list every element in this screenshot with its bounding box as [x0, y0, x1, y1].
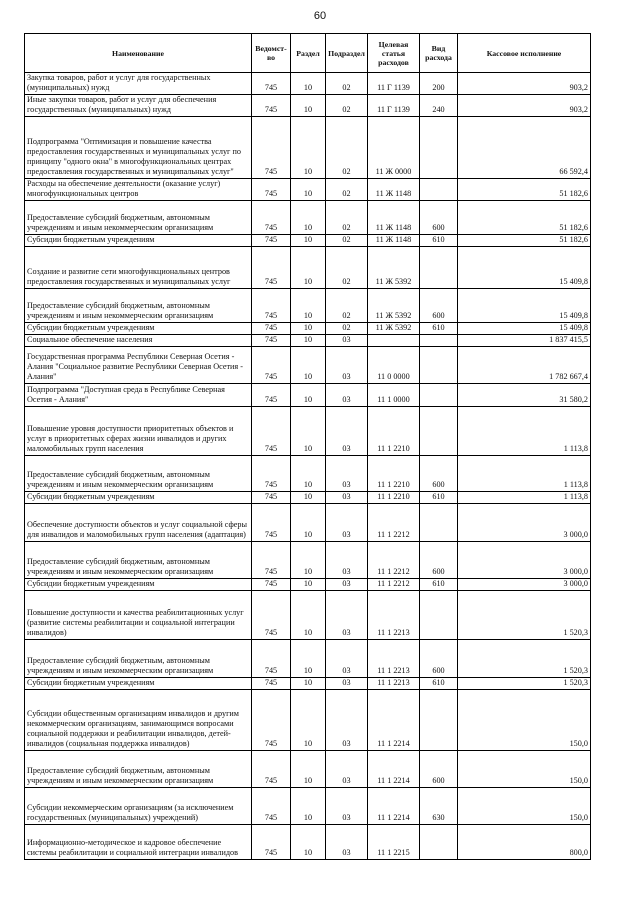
row-target: 11 1 2214 [368, 788, 420, 825]
row-vid: 610 [420, 235, 458, 247]
table-body [25, 73, 591, 860]
row-amount: 800,0 [458, 825, 591, 860]
row-vid [420, 591, 458, 640]
row-vedomstvo: 745 [252, 347, 291, 384]
row-vedomstvo: 745 [252, 825, 291, 860]
row-target: 11 1 0000 [368, 384, 420, 407]
row-name: Информационно-методическое и кадровое обеспечение системы реабилитации и социальной интеграции инвалидов [25, 825, 252, 860]
header-razdel: Раздел [291, 34, 326, 73]
row-podrazdel: 03 [326, 788, 368, 825]
row-razdel: 10 [291, 788, 326, 825]
row-amount: 1 520,3 [458, 678, 591, 690]
table-row [25, 335, 591, 347]
row-razdel: 10 [291, 384, 326, 407]
row-razdel: 10 [291, 95, 326, 117]
row-vedomstvo: 745 [252, 407, 291, 456]
row-name: Предоставление субсидий бюджетным, автономным учреждениям и иным некоммерческим организациям [25, 289, 252, 323]
table-row [25, 201, 591, 235]
row-podrazdel: 03 [326, 347, 368, 384]
row-podrazdel: 02 [326, 235, 368, 247]
row-name: Подпрограмма "Доступная среда в Республике Северная Осетия - Алания" [25, 384, 252, 407]
row-vedomstvo: 745 [252, 247, 291, 289]
row-target: 11 0 0000 [368, 347, 420, 384]
row-target: 11 1 2210 [368, 456, 420, 492]
row-razdel: 10 [291, 456, 326, 492]
row-podrazdel: 03 [326, 456, 368, 492]
row-podrazdel: 03 [326, 407, 368, 456]
row-amount: 3 000,0 [458, 542, 591, 579]
table-row [25, 456, 591, 492]
row-vedomstvo: 745 [252, 751, 291, 788]
row-podrazdel: 03 [326, 335, 368, 347]
table-row [25, 504, 591, 542]
row-razdel: 10 [291, 117, 326, 179]
row-amount: 150,0 [458, 751, 591, 788]
row-target: 11 1 2212 [368, 579, 420, 591]
row-vid: 240 [420, 95, 458, 117]
row-amount: 1 520,3 [458, 591, 591, 640]
row-vedomstvo: 745 [252, 95, 291, 117]
row-vedomstvo: 745 [252, 289, 291, 323]
row-amount: 903,2 [458, 95, 591, 117]
table-row [25, 690, 591, 751]
row-razdel: 10 [291, 579, 326, 591]
row-vedomstvo: 745 [252, 640, 291, 678]
row-vedomstvo: 745 [252, 335, 291, 347]
row-target: 11 Г 1139 [368, 95, 420, 117]
row-podrazdel: 03 [326, 384, 368, 407]
row-name: Предоставление субсидий бюджетным, автономным учреждениям и иным некоммерческим организациям [25, 640, 252, 678]
row-razdel: 10 [291, 335, 326, 347]
row-amount: 3 000,0 [458, 579, 591, 591]
row-vedomstvo: 745 [252, 117, 291, 179]
row-razdel: 10 [291, 825, 326, 860]
row-vid: 630 [420, 788, 458, 825]
row-podrazdel: 02 [326, 201, 368, 235]
row-name: Субсидии бюджетным учреждениям [25, 492, 252, 504]
row-podrazdel: 03 [326, 542, 368, 579]
header-vid: Вид расхода [420, 34, 458, 73]
row-target: 11 1 2214 [368, 690, 420, 751]
row-vid: 600 [420, 640, 458, 678]
row-target: 11 1 2213 [368, 678, 420, 690]
row-target: 11 Ж 5392 [368, 247, 420, 289]
row-target: 11 Г 1139 [368, 73, 420, 95]
table-row [25, 678, 591, 690]
row-name: Субсидии бюджетным учреждениям [25, 678, 252, 690]
row-name: Государственная программа Республики Северная Осетия - Алания "Социальное развитие Республики Северная Осетия - Алания" [25, 347, 252, 384]
row-amount: 150,0 [458, 788, 591, 825]
row-name: Повышение доступности и качества реабилитационных услуг (развитие системы реабилитации и социальной интеграции инвалидов) [25, 591, 252, 640]
table-row [25, 73, 591, 95]
row-amount: 15 409,8 [458, 289, 591, 323]
row-name: Обеспечение доступности объектов и услуг социальной сферы для инвалидов и маломобильных групп населения (адаптация) [25, 504, 252, 542]
row-amount: 1 837 415,5 [458, 335, 591, 347]
row-name: Повышение уровня доступности приоритетных объектов и услуг в приоритетных сферах жизни инвалидов и других маломобильных групп населения [25, 407, 252, 456]
row-razdel: 10 [291, 247, 326, 289]
row-name: Субсидии некоммерческим организациям (за исключением государственных (муниципальных) учреждений) [25, 788, 252, 825]
row-amount: 1 520,3 [458, 640, 591, 678]
header-target: Целевая статья расходов [368, 34, 420, 73]
row-podrazdel: 03 [326, 579, 368, 591]
row-target: 11 1 2210 [368, 407, 420, 456]
row-podrazdel: 02 [326, 95, 368, 117]
row-razdel: 10 [291, 690, 326, 751]
row-vedomstvo: 745 [252, 678, 291, 690]
row-amount: 1 113,8 [458, 456, 591, 492]
table-row [25, 492, 591, 504]
row-vid: 200 [420, 73, 458, 95]
table-row [25, 95, 591, 117]
row-razdel: 10 [291, 504, 326, 542]
row-target: 11 1 2212 [368, 504, 420, 542]
row-target: 11 1 2212 [368, 542, 420, 579]
row-podrazdel: 03 [326, 678, 368, 690]
row-vid: 600 [420, 289, 458, 323]
table-row [25, 289, 591, 323]
row-name: Субсидии общественным организациям инвалидов и другим некоммерческим организациям, занимающимся вопросами социальной поддержки и реабилитации инвалидов, детей-инвалидов (социальная поддержка инвалидов) [25, 690, 252, 751]
row-name: Субсидии бюджетным учреждениям [25, 235, 252, 247]
table-row [25, 579, 591, 591]
row-razdel: 10 [291, 492, 326, 504]
row-vid [420, 117, 458, 179]
table-row [25, 347, 591, 384]
row-target: 11 1 2213 [368, 640, 420, 678]
row-vedomstvo: 745 [252, 690, 291, 751]
row-vid [420, 347, 458, 384]
row-razdel: 10 [291, 235, 326, 247]
row-vedomstvo: 745 [252, 179, 291, 201]
row-podrazdel: 03 [326, 825, 368, 860]
row-target: 11 Ж 5392 [368, 289, 420, 323]
table-row [25, 179, 591, 201]
row-target: 11 Ж 1148 [368, 235, 420, 247]
row-target [368, 335, 420, 347]
row-vid [420, 407, 458, 456]
page-number: 60 [313, 10, 327, 22]
row-vedomstvo: 745 [252, 384, 291, 407]
row-vedomstvo: 745 [252, 201, 291, 235]
row-amount: 51 182,6 [458, 201, 591, 235]
row-vid: 610 [420, 323, 458, 335]
row-vedomstvo: 745 [252, 73, 291, 95]
row-name: Иные закупки товаров, работ и услуг для обеспечения государственных (муниципальных) нужд [25, 95, 252, 117]
row-podrazdel: 03 [326, 492, 368, 504]
row-target: 11 1 2213 [368, 591, 420, 640]
row-target: 11 Ж 0000 [368, 117, 420, 179]
row-vedomstvo: 745 [252, 235, 291, 247]
header-vedomstvo: Ведомст-во [252, 34, 291, 73]
row-target: 11 1 2215 [368, 825, 420, 860]
header-name: Наименование [25, 34, 252, 73]
table-row [25, 235, 591, 247]
row-razdel: 10 [291, 591, 326, 640]
row-razdel: 10 [291, 542, 326, 579]
row-name: Создание и развитие сети многофункциональных центров предоставления государственных и муниципальных услуг [25, 247, 252, 289]
table-row [25, 247, 591, 289]
row-razdel: 10 [291, 289, 326, 323]
row-razdel: 10 [291, 751, 326, 788]
row-vedomstvo: 745 [252, 323, 291, 335]
row-amount: 31 580,2 [458, 384, 591, 407]
row-name: Социальное обеспечение населения [25, 335, 252, 347]
row-razdel: 10 [291, 73, 326, 95]
row-podrazdel: 03 [326, 640, 368, 678]
row-vid: 610 [420, 678, 458, 690]
row-amount: 51 182,6 [458, 179, 591, 201]
row-amount: 1 113,8 [458, 407, 591, 456]
row-vid: 600 [420, 456, 458, 492]
row-name: Предоставление субсидий бюджетным, автономным учреждениям и иным некоммерческим организациям [25, 201, 252, 235]
row-amount: 51 182,6 [458, 235, 591, 247]
row-vid [420, 335, 458, 347]
row-amount: 1 782 667,4 [458, 347, 591, 384]
row-name: Предоставление субсидий бюджетным, автономным учреждениям и иным некоммерческим организациям [25, 751, 252, 788]
row-vid [420, 504, 458, 542]
row-vid [420, 690, 458, 751]
row-vid [420, 179, 458, 201]
row-name: Подпрограмма "Оптимизация и повышение качества предоставления государственных и муниципальных услуг по принципу "одного окна" в многофункциональных центрах предоставления государственных и муниципальных услуг" [25, 117, 252, 179]
row-razdel: 10 [291, 640, 326, 678]
table-row [25, 640, 591, 678]
row-vid: 600 [420, 201, 458, 235]
row-podrazdel: 02 [326, 323, 368, 335]
budget-table [24, 33, 591, 860]
row-target: 11 Ж 1148 [368, 201, 420, 235]
row-amount: 150,0 [458, 690, 591, 751]
row-name: Расходы на обеспечение деятельности (оказание услуг) многофункциональных центров [25, 179, 252, 201]
table-row [25, 825, 591, 860]
row-target: 11 Ж 1148 [368, 179, 420, 201]
table-row [25, 591, 591, 640]
row-podrazdel: 03 [326, 591, 368, 640]
row-vedomstvo: 745 [252, 579, 291, 591]
row-vid [420, 247, 458, 289]
row-razdel: 10 [291, 179, 326, 201]
row-vid [420, 384, 458, 407]
row-vedomstvo: 745 [252, 456, 291, 492]
row-podrazdel: 02 [326, 73, 368, 95]
row-vid: 600 [420, 751, 458, 788]
table-header [25, 34, 591, 73]
table-row [25, 542, 591, 579]
row-podrazdel: 02 [326, 117, 368, 179]
row-amount: 1 113,8 [458, 492, 591, 504]
row-vid: 610 [420, 492, 458, 504]
row-podrazdel: 02 [326, 289, 368, 323]
row-vid: 600 [420, 542, 458, 579]
table-row [25, 788, 591, 825]
row-podrazdel: 02 [326, 247, 368, 289]
row-razdel: 10 [291, 347, 326, 384]
row-amount: 903,2 [458, 73, 591, 95]
row-vid: 610 [420, 579, 458, 591]
row-target: 11 Ж 5392 [368, 323, 420, 335]
row-name: Субсидии бюджетным учреждениям [25, 323, 252, 335]
row-amount: 3 000,0 [458, 504, 591, 542]
row-amount: 66 592,4 [458, 117, 591, 179]
row-podrazdel: 03 [326, 690, 368, 751]
row-target: 11 1 2214 [368, 751, 420, 788]
row-vid [420, 825, 458, 860]
table-row [25, 407, 591, 456]
header-amount: Кассовое исполнение [458, 34, 591, 73]
table-row [25, 384, 591, 407]
row-vedomstvo: 745 [252, 542, 291, 579]
row-vedomstvo: 745 [252, 788, 291, 825]
row-name: Предоставление субсидий бюджетным, автономным учреждениям и иным некоммерческим организациям [25, 542, 252, 579]
row-razdel: 10 [291, 201, 326, 235]
row-vedomstvo: 745 [252, 504, 291, 542]
row-name: Предоставление субсидий бюджетным, автономным учреждениям и иным некоммерческим организациям [25, 456, 252, 492]
row-name: Закупка товаров, работ и услуг для государственных (муниципальных) нужд [25, 73, 252, 95]
row-podrazdel: 03 [326, 504, 368, 542]
header-podrazdel: Подраздел [326, 34, 368, 73]
row-podrazdel: 03 [326, 751, 368, 788]
table-row [25, 117, 591, 179]
row-vedomstvo: 745 [252, 591, 291, 640]
row-razdel: 10 [291, 323, 326, 335]
row-razdel: 10 [291, 678, 326, 690]
row-amount: 15 409,8 [458, 323, 591, 335]
row-razdel: 10 [291, 407, 326, 456]
row-vedomstvo: 745 [252, 492, 291, 504]
table-row [25, 323, 591, 335]
table-row [25, 751, 591, 788]
row-name: Субсидии бюджетным учреждениям [25, 579, 252, 591]
row-target: 11 1 2210 [368, 492, 420, 504]
row-podrazdel: 02 [326, 179, 368, 201]
row-amount: 15 409,8 [458, 247, 591, 289]
